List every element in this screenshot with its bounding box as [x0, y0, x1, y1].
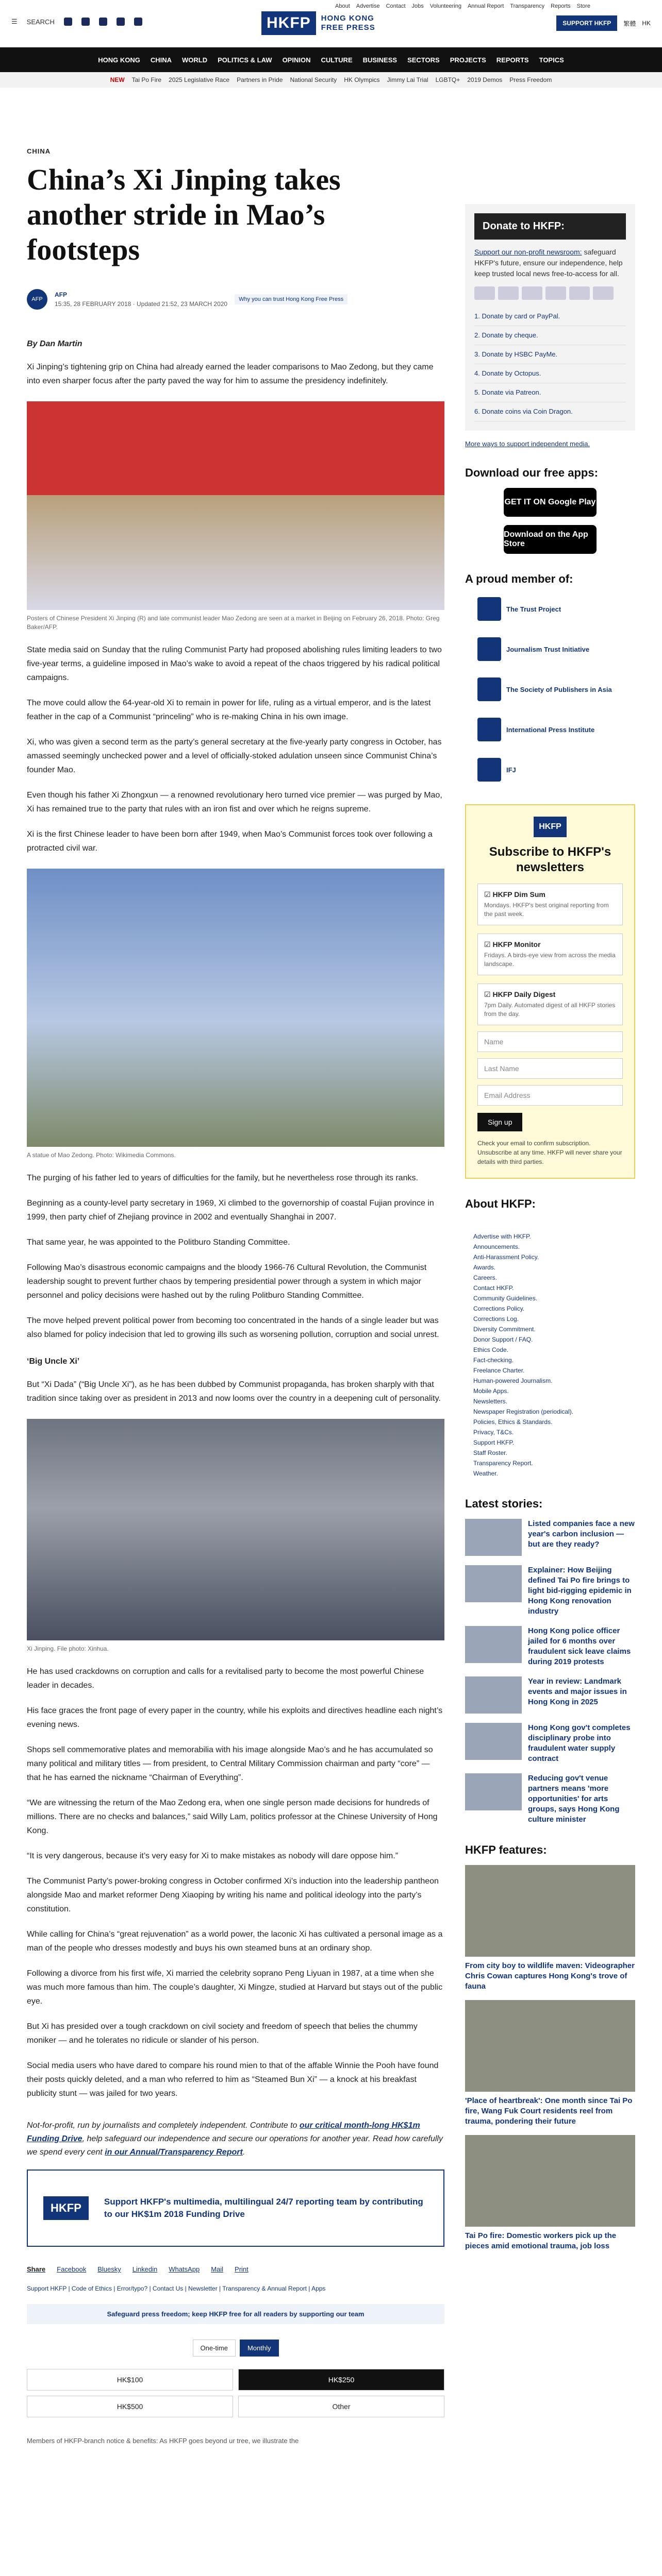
newsletter-option-desc: 7pm Daily. Automated digest of all HKFP stories from the day.: [484, 1002, 616, 1018]
feature-image[interactable]: [465, 2135, 635, 2227]
share-link[interactable]: Linkedin: [132, 2265, 158, 2273]
photo-xi-parade: [27, 1419, 444, 1640]
latest-item[interactable]: [465, 1773, 635, 1825]
member-logos: [465, 595, 635, 784]
nav-item[interactable]: HONG KONG: [98, 56, 140, 64]
top-link[interactable]: Store: [576, 3, 590, 9]
share-bar: [27, 2265, 444, 2273]
member-name: The Society of Publishers in Asia: [506, 685, 612, 693]
latest-item[interactable]: [465, 1676, 635, 1714]
name-field[interactable]: Name: [477, 1031, 623, 1052]
payme-icon: [569, 286, 590, 300]
about-link[interactable]: Newsletters.: [473, 1398, 508, 1405]
paragraph: But Xi has presided over a tough crackdown on civil society and freedom of speech that belies the chummy moniker — and he tolerates no ridicule or slander of his person.: [27, 2022, 418, 2045]
subnav-item[interactable]: LGBTQ+: [435, 76, 460, 83]
paragraph: That same year, he was appointed to the Politburo Standing Committee.: [27, 1238, 290, 1247]
paragraph: “We are witnessing the return of the Mao Zedong era, when one single person made decisions for hundreds of millions. There are no checks and balances,” said Willy Lam, politics professor at the Chinese University of Hong Kong.: [27, 1799, 438, 1835]
instagram-icon[interactable]: [99, 18, 107, 26]
about-link[interactable]: Policies, Ethics & Standards.: [473, 1418, 553, 1426]
share-label: Share: [27, 2265, 46, 2273]
member-name: IFJ: [506, 766, 516, 774]
top-link[interactable]: Jobs: [411, 3, 424, 9]
latest-item[interactable]: [465, 1626, 635, 1667]
article: [27, 88, 444, 2446]
about-link[interactable]: Mobile Apps.: [473, 1387, 509, 1395]
photo-caption: Posters of Chinese President Xi Jinping (R) and late communist leader Mao Zedong are seen at a market in Beijing on February 26, 2018. Photo: Greg Baker/AFP.: [27, 615, 440, 631]
amount-option[interactable]: HK$100: [27, 2369, 233, 2391]
app-store-button[interactable]: Download on the App Store: [504, 525, 597, 554]
top-link[interactable]: Transparency: [510, 3, 545, 9]
header-right: [556, 15, 651, 31]
checkbox-icon[interactable]: ☑: [484, 890, 493, 899]
latest-item[interactable]: [465, 1723, 635, 1764]
payment-icons: [474, 286, 626, 300]
signup-button[interactable]: Sign up: [477, 1113, 522, 1131]
nav-item[interactable]: WORLD: [182, 56, 208, 64]
paragraph: Xi Jinping’s tightening grip on China had already earned the leader comparisons to Mao Zedong, but they came into even sharper focus after the party paved the way for him to assume the presidency indefinitely.: [27, 363, 434, 385]
about-link[interactable]: Contact HKFP.: [473, 1284, 514, 1292]
newsletter-logo: HKFP: [534, 817, 567, 837]
donate-heading: Donate to HKFP:: [474, 213, 626, 240]
about-link[interactable]: Advertise with HKFP.: [473, 1233, 531, 1240]
about-link[interactable]: Corrections Policy.: [473, 1305, 525, 1312]
nav-item[interactable]: CHINA: [150, 56, 172, 64]
paragraph: Xi, who was given a second term as the party’s general secretary at the five-yearly party congress in October, has amassed seemingly unchecked power and a level of officially-stoked adulation unseen since Communist China’s founder Mao.: [27, 738, 442, 774]
latest-title: Listed companies face a new year's carbon inclusion — but are they ready?: [528, 1519, 635, 1549]
new-label: NEW: [110, 76, 125, 83]
member-logo[interactable]: [477, 635, 635, 663]
paragraph: While calling for China’s “great rejuvenation” as a world power, the laconic Xi has cultivated a personal image as a man of the people who dresses modestly and buys his own steamed buns at an ordinary shop.: [27, 1930, 443, 1953]
feature-image[interactable]: [465, 2000, 635, 2092]
feature-image[interactable]: [465, 1865, 635, 1957]
paypal-icon: [545, 286, 566, 300]
donate-box: [465, 204, 635, 431]
latest-item[interactable]: [465, 1565, 635, 1617]
about-link[interactable]: Announcements.: [473, 1243, 520, 1250]
subnav-item[interactable]: 2025 Legislative Race: [169, 76, 230, 83]
top-links: [335, 3, 590, 9]
footer-note: Members of HKFP-branch notice & benefits: As HKFP goes beyond ur tree, we illustrate the: [27, 2437, 299, 2445]
member-logo[interactable]: [477, 756, 635, 784]
member-logo[interactable]: [477, 716, 635, 743]
nav-item[interactable]: PROJECTS: [450, 56, 486, 64]
funding-note: Not-for-profit, run by journalists and completely independent. Contribute to our critical month-long HK$1m Funding Drive, help safeguard our independence and secure our operations for another year. Read how carefully we spend every cent in our Annual/Transparency Report.: [27, 2121, 443, 2157]
latest-title: Hong Kong police officer jailed for 6 months over fraudulent sick leave claims during 2019 protests: [528, 1626, 631, 1666]
top-link[interactable]: Volunteering: [429, 3, 461, 9]
region-link[interactable]: HK: [642, 20, 651, 27]
tab-monthly[interactable]: Monthly: [240, 2340, 279, 2357]
article-dates: 15:35, 28 FEBRUARY 2018 · Updated 21:52, 23 MARCH 2020: [55, 300, 228, 308]
donation-amounts: [27, 2369, 444, 2417]
linkedin-icon[interactable]: [134, 18, 142, 26]
logo-line2: FREE PRESS: [321, 23, 375, 32]
top-link[interactable]: Reports: [551, 3, 571, 9]
paragraph: The move could allow the 64-year-old Xi to remain in power for life, ruling as a virtual emperor, and is the latest feather in the cap of a Communist “princeling” who is re-making China in his own image.: [27, 699, 431, 721]
latest-title: Year in review: Landmark events and major issues in Hong Kong in 2025: [528, 1677, 627, 1706]
author-name[interactable]: AFP: [55, 291, 67, 298]
member-badge-icon: [477, 718, 501, 741]
menu-icon[interactable]: ☰: [11, 18, 18, 25]
site-header: [0, 0, 662, 47]
funding-text: , help safeguard our independence and secure our operations for another year. Read how carefully we spend every cent: [27, 2134, 443, 2157]
transparency-link[interactable]: in our Annual/Transparency Report: [105, 2148, 243, 2157]
newsletter-option-title: HKFP Daily Digest: [492, 990, 556, 998]
latest-heading: Latest stories:: [465, 1497, 543, 1510]
about-link[interactable]: Awards.: [473, 1264, 496, 1271]
about-link[interactable]: Freelance Charter.: [473, 1367, 525, 1374]
newsletter-note: Check your email to confirm subscription. Unsubscribe at any time. HKFP will never share your details with third parties.: [477, 1140, 622, 1165]
latest-thumbnail: [465, 1676, 522, 1714]
latest-thumbnail: [465, 1773, 522, 1810]
mastercard-icon: [498, 286, 519, 300]
nav-item[interactable]: POLITICS & LAW: [218, 56, 272, 64]
newsletter-option[interactable]: [477, 934, 623, 975]
nav-item[interactable]: CULTURE: [321, 56, 353, 64]
about-link[interactable]: Ethics Code.: [473, 1346, 509, 1353]
member-logo[interactable]: [477, 675, 635, 703]
photo-caption: Xi Jinping. File photo: Xinhua.: [27, 1645, 109, 1652]
paragraph: State media said on Sunday that the ruling Communist Party had proposed abolishing rules limiting leaders to two five-year terms, a guideline imposed in Mao’s wake to avoid a repeat of the chaos triggered by his radical political campaigns.: [27, 646, 442, 682]
subnav-item[interactable]: HK Olympics: [344, 76, 380, 83]
nav-item[interactable]: BUSINESS: [362, 56, 398, 64]
site-logo[interactable]: [261, 11, 375, 35]
subnav-item[interactable]: Tai Po Fire: [131, 76, 162, 83]
newsletter-option-desc: Fridays. A birds-eye view from across the media landscape.: [484, 952, 616, 968]
apps-heading: Download our free apps:: [465, 466, 598, 479]
subnav-item[interactable]: Press Freedom: [509, 76, 552, 83]
checkbox-icon[interactable]: ☑: [484, 990, 493, 998]
about-link[interactable]: Transparency Report.: [473, 1460, 533, 1467]
member-badge-icon: [477, 597, 501, 621]
feature-title[interactable]: From city boy to wildlife maven: Videographer Chris Cowan captures Hong Kong's trove of fauna: [465, 1961, 635, 1991]
share-link[interactable]: Mail: [211, 2265, 224, 2273]
google-play-button[interactable]: GET IT ON Google Play: [504, 488, 597, 517]
email-field[interactable]: Email Address: [477, 1085, 623, 1106]
donate-method[interactable]: 4. Donate by Octopus.: [474, 364, 626, 383]
about-link[interactable]: Careers.: [473, 1274, 498, 1281]
subheading: ‘Big Uncle Xi’: [27, 1357, 80, 1366]
about-link[interactable]: Fact-checking.: [473, 1357, 514, 1364]
paragraph: Following a divorce from his first wife, Xi married the celebrity soprano Peng Liyuan in 1987, at a time when she was much more famous than him. The couple’s daughter, Xi Mingze, studied at Harvard but stays out of the public eye.: [27, 1969, 443, 2006]
paragraph: The move helped prevent political power from becoming too concentrated in the hands of a single leader but was also blamed for policy indecision that led to growing ills such as worsening pollution, corruption and social unrest.: [27, 1316, 439, 1339]
main-nav: [0, 47, 662, 72]
amex-icon: [522, 286, 542, 300]
latest-title: Explainer: How Beijing defined Tai Po fire brings to light bid-rigging epidemic in Hong Kong renovation industry: [528, 1566, 632, 1616]
paragraph: Shops sell commemorative plates and memorabilia with his image alongside Mao’s and he has accumulated so many political and military titles — from president, to Central Military Commission chairman and party “core” — that he has earned the nickname “Chairman of Everything”.: [27, 1745, 433, 1782]
paragraph: The Communist Party’s power-broking congress in October confirmed Xi’s induction into the leadership pantheon alongside Mao and market reformer Deng Xiaoping by writing his name and political ideology into the party’s constitution.: [27, 1877, 439, 1913]
latest-item[interactable]: [465, 1519, 635, 1556]
tab-one-time[interactable]: One-time: [193, 2340, 236, 2357]
donate-methods: [474, 307, 626, 421]
member-badge-icon: [477, 677, 501, 701]
paragraph: “It is very dangerous, because it’s very easy for Xi to make mistakes as nobody will dare oppose him.”: [27, 1852, 399, 1860]
member-badge-icon: [477, 637, 501, 661]
sub-nav: [0, 72, 662, 88]
logo-line1: HONG KONG: [321, 14, 374, 23]
support-strip[interactable]: Safeguard press freedom; keep HKFP free for all readers by supporting our team: [27, 2304, 444, 2324]
article-category[interactable]: CHINA: [27, 147, 51, 155]
donate-method[interactable]: 3. Donate by HSBC PayMe.: [474, 345, 626, 364]
donate-method[interactable]: 5. Donate via Patreon.: [474, 383, 626, 402]
paragraph: But “Xi Dada” (“Big Uncle Xi”), as he has been dubbed by Communist propaganda, has broken sharply with that tradition since taking over as president in 2013 and now looms over the country in a deepening cult of personality.: [27, 1380, 441, 1403]
paragraph: The purging of his father led to years of difficulties for the family, but he nevertheless rose through its ranks.: [27, 1174, 418, 1182]
funding-banner[interactable]: [27, 2170, 444, 2247]
paragraph: Beginning as a county-level party secretary in 1969, Xi climbed to the governorship of coastal Fujian province in 1999, then party chief of Zhejiang province in 2002 and eventually Shanghai in 2007.: [27, 1199, 434, 1222]
nav-item[interactable]: OPINION: [282, 56, 311, 64]
support-button[interactable]: SUPPORT HKFP: [556, 15, 617, 31]
funding-drive-link[interactable]: our critical month-long HK$1m Funding Drive: [27, 2121, 420, 2143]
about-link[interactable]: Weather.: [473, 1470, 498, 1477]
checkbox-icon[interactable]: ☑: [484, 940, 493, 948]
donate-method[interactable]: 2. Donate by cheque.: [474, 326, 626, 345]
footer-links[interactable]: Support HKFP | Code of Ethics | Error/typo? | Contact Us | Newsletter | Transparency & Annual Report | Apps: [27, 2285, 326, 2292]
about-heading: About HKFP:: [465, 1197, 536, 1210]
newsletter-option-title: HKFP Dim Sum: [492, 890, 545, 899]
newsletter-option[interactable]: [477, 884, 623, 925]
about-link[interactable]: Privacy, T&Cs.: [473, 1429, 514, 1436]
about-link[interactable]: Diversity Commitment.: [473, 1326, 536, 1333]
member-heading: A proud member of:: [465, 572, 573, 585]
top-link[interactable]: Advertise: [356, 3, 380, 9]
member-name: International Press Institute: [506, 725, 595, 734]
top-link[interactable]: Contact: [386, 3, 406, 9]
article-title: China’s Xi Jinping takes another stride in Mao’s footsteps: [27, 163, 341, 266]
search-link[interactable]: SEARCH: [26, 18, 55, 26]
top-link[interactable]: About: [335, 3, 350, 9]
member-name: Journalism Trust Initiative: [506, 645, 590, 653]
newsletter-heading: Subscribe to HKFP's newsletters: [489, 845, 611, 874]
member-badge-icon: [477, 758, 501, 782]
latest-list: [465, 1519, 635, 1825]
author-avatar: AFP: [27, 289, 47, 310]
subnav-item[interactable]: Jimmy Lai Trial: [387, 76, 428, 83]
x-icon[interactable]: [81, 18, 90, 26]
about-link[interactable]: Donor Support / FAQ.: [473, 1336, 533, 1343]
member-logo[interactable]: [477, 595, 635, 623]
newsletter-box: [465, 804, 635, 1179]
photo-caption: A statue of Mao Zedong. Photo: Wikimedia Commons.: [27, 1151, 176, 1159]
nav-item[interactable]: REPORTS: [496, 56, 529, 64]
banner-logo: HKFP: [43, 2196, 89, 2220]
donate-text: safeguard HKFP's future, ensure our independence, help keep trusted local news free-to-access for all.: [474, 248, 623, 278]
article-meta: [27, 289, 444, 310]
donate-method[interactable]: 6. Donate coins via Coin Dragon.: [474, 402, 626, 421]
member-name: The Trust Project: [506, 605, 561, 613]
latest-thumbnail: [465, 1626, 522, 1663]
paragraph: He has used crackdowns on corruption and calls for a revitalised party to become the most powerful Chinese leader in decades.: [27, 1667, 424, 1690]
share-link[interactable]: Facebook: [57, 2265, 87, 2273]
octopus-icon: [593, 286, 614, 300]
about-links: [465, 1231, 635, 1479]
subnav-item[interactable]: 2019 Demos: [467, 76, 503, 83]
photo-posters: [27, 401, 444, 610]
paragraph: His face graces the front page of every paper in the country, while his exploits and directives headline each night’s evening news.: [27, 1706, 443, 1729]
about-link[interactable]: Community Guidelines.: [473, 1295, 538, 1302]
subnav-item[interactable]: Partners in Pride: [237, 76, 283, 83]
logo-mark: HKFP: [261, 11, 316, 35]
facebook-icon[interactable]: [64, 18, 72, 26]
funding-text: Not-for-profit, run by journalists and completely independent. Contribute to: [27, 2121, 300, 2130]
features-heading: HKFP features:: [465, 1843, 547, 1856]
banner-text: Support HKFP's multimedia, multilingual 24/7 reporting team by contributing to our HK$1m 2018 Funding Drive: [104, 2197, 423, 2219]
latest-title: Reducing gov't venue partners means 'more opportunities' for arts groups, says Hong Kong culture minister: [528, 1774, 620, 1824]
features-list: [465, 1865, 635, 2251]
newsletter-option-title: HKFP Monitor: [492, 940, 541, 948]
visa-icon: [474, 286, 495, 300]
amount-option[interactable]: Other: [238, 2396, 444, 2417]
latest-thumbnail: [465, 1565, 522, 1602]
amount-option[interactable]: HK$500: [27, 2396, 233, 2417]
sidebar: [465, 88, 635, 2251]
latest-thumbnail: [465, 1519, 522, 1556]
youtube-icon[interactable]: [117, 18, 125, 26]
subnav-item[interactable]: National Security: [290, 76, 337, 83]
paragraph: Even though his father Xi Zhongxun — a renowned revolutionary hero turned vice premier — was purged by Mao, Xi has remained true to the party that rules with an iron fist and over which he reigns supreme.: [27, 791, 442, 814]
about-link[interactable]: Staff Roster.: [473, 1449, 507, 1456]
more-ways-link[interactable]: More ways to support independent media.: [465, 440, 590, 448]
paragraph: Social media users who have dared to compare his round mien to that of the affable Winnie the Pooh have found their posts quickly deleted, and a man who referred to him as “Steamed Bun Xi” — a knock at his breakfast publicity stunt — was jailed for two years.: [27, 2061, 439, 2098]
paragraph: Following Mao’s disastrous economic campaigns and the bloody 1966-76 Cultural Revolution, the Communist leadership sought to prevent further chaos by tempering presidential power through a system in which major personnel and policy decisions were hashed out by the ruling Politburo Standing Committee.: [27, 1263, 427, 1300]
about-link[interactable]: Anti-Harassment Policy.: [473, 1253, 539, 1261]
share-link[interactable]: Print: [235, 2265, 249, 2273]
donation-frequency: [27, 2340, 444, 2357]
photo-mao-statue: [27, 869, 444, 1147]
about-link[interactable]: Corrections Log.: [473, 1315, 519, 1323]
byline: By Dan Martin: [27, 340, 82, 348]
newsletter-option-desc: Mondays. HKFP's best original reporting from the past week.: [484, 902, 609, 918]
share-link[interactable]: WhatsApp: [169, 2265, 200, 2273]
amount-option[interactable]: HK$250: [238, 2369, 444, 2391]
paragraph: Xi is the first Chinese leader to have been born after 1949, when Mao’s Communist forces took over following a protracted civil war.: [27, 830, 433, 853]
header-left: [11, 18, 142, 26]
latest-title: Hong Kong gov't completes disciplinary probe into fraudulent water supply contract: [528, 1723, 631, 1763]
last-name-field[interactable]: Last Name: [477, 1058, 623, 1079]
share-link[interactable]: Bluesky: [97, 2265, 121, 2273]
language-link[interactable]: 繁體: [623, 20, 636, 27]
donate-method[interactable]: 1. Donate by card or PayPal.: [474, 307, 626, 326]
latest-thumbnail: [465, 1723, 522, 1760]
nav-item[interactable]: SECTORS: [407, 56, 440, 64]
support-newsroom-link[interactable]: Support our non-profit newsroom:: [474, 248, 582, 256]
trust-link[interactable]: Why you can trust Hong Kong Free Press: [235, 294, 347, 304]
feature-title[interactable]: Tai Po fire: Domestic workers pick up the pieces amid emotional trauma, job loss: [465, 2231, 617, 2250]
nav-item[interactable]: TOPICS: [539, 56, 564, 64]
about-link[interactable]: Newspaper Registration (periodical).: [473, 1408, 574, 1415]
about-link[interactable]: Support HKFP.: [473, 1439, 515, 1446]
feature-title[interactable]: 'Place of heartbreak': One month since Tai Po fire, Wang Fuk Court residents reel from trauma, pondering their future: [465, 2096, 633, 2126]
about-link[interactable]: Human-powered Journalism.: [473, 1377, 553, 1384]
newsletter-option[interactable]: [477, 984, 623, 1025]
top-link[interactable]: Annual Report: [467, 3, 504, 9]
